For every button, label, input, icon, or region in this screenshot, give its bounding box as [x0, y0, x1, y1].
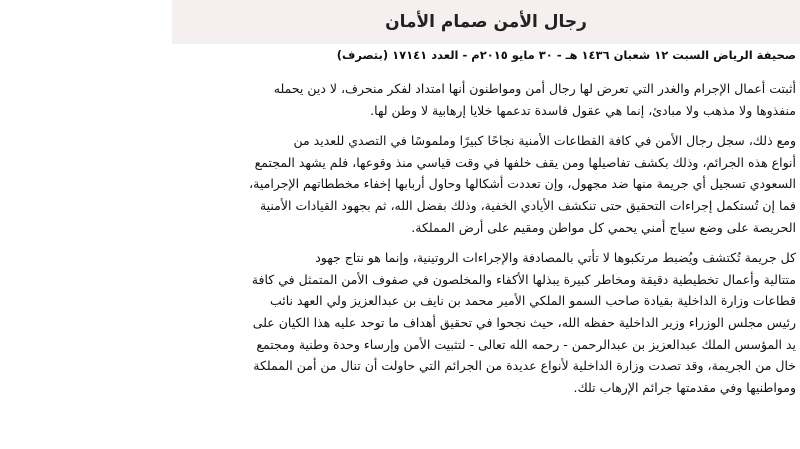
text-line: الحريصة على وضع سياج أمني يحمي كل مواطن ومقيم على أرض المملكة. [411, 219, 796, 235]
title-banner [172, 0, 800, 44]
text-line: فما إن تُستكمل إجراءات التحقيق حتى تنكشف الأيادي الخفية، وذلك بفضل الله، ثم بجهود القيادات الأمنية [259, 197, 796, 213]
text-line: أثبتت أعمال الإجرام والغدر التي تعرض لها رجال أمن ومواطنون أنها امتداد لفكر منحرف، لا دين يحمله [273, 81, 796, 96]
text-line: قطاعات وزارة الداخلية بقيادة صاحب السمو الملكي الأمير محمد بن نايف بن عبدالعزيز ولي العهد نائب [270, 293, 796, 309]
paragraph-1 [172, 78, 796, 121]
article-body [172, 78, 796, 407]
text-line: كل جريمة تُكتشف ويُضبط مرتكبوها لا تأتي بالمصادفة والإجراءات الروتينية، وإنما هو نتاج جهود [315, 250, 796, 266]
text-line: ومع ذلك، سجل رجال الأمن في كافة القطاعات الأمنية نجاحًا كبيرًا وملموسًا في التصدي للعديد من [293, 133, 796, 149]
source-citation: صحيفة الرياض السبت ١٢ شعبان ١٤٣٦ هـ - ٣٠ مايو ٢٠١٥م - العدد ١٧١٤١ (بتصرف) [336, 48, 796, 62]
article-title: رجال الأمن صمام الأمان [385, 12, 587, 32]
text-line: يد المؤسس الملك عبدالعزيز بن عبدالرحمن - رحمه الله تعالى - لتثبيت الأمن وإرساء وحدة وطنية ومجتمع [256, 336, 796, 352]
text-line: منفذوها ولا مذهب ولا مبادئ، إنما هي عقول فاسدة تدعمها خلايا إرهابية لا وطن لها. [370, 102, 796, 118]
paragraph-2 [172, 130, 796, 238]
text-line: رئيس مجلس الوزراء وزير الداخلية حفظه الله، حيث نجحوا في تحقيق أهداف ما توحد عليه هذا الكيان على [252, 314, 796, 330]
paragraph-3 [172, 247, 796, 398]
text-line: أنواع هذه الجرائم، وذلك بكشف تفاصيلها ومن يقف خلفها في وقت قياسي منذ وقوعها، فلم يشهد المجتمع [254, 154, 796, 170]
text-line: متتالية وأعمال تخطيطية دقيقة ومخاطر كبيرة يبذلها الأكفاء والمخلصون في صفوف الأمن المتمثل في كافة [251, 271, 796, 287]
text-line: ومواطنيها وفي مقدمتها جرائم الإرهاب تلك. [573, 379, 796, 395]
text-line: خال من الجريمة، وقد تصدت وزارة الداخلية لأنواع عديدة من الجرائم التي حاولت أن تنال من أمن المملكة [253, 358, 796, 374]
text-line: السعودي تسجيل أي جريمة منها ضد مجهول، وإن تعددت أشكالها وحاول أربابها إخفاء مخططاتهم الإجرامية، [249, 176, 796, 192]
